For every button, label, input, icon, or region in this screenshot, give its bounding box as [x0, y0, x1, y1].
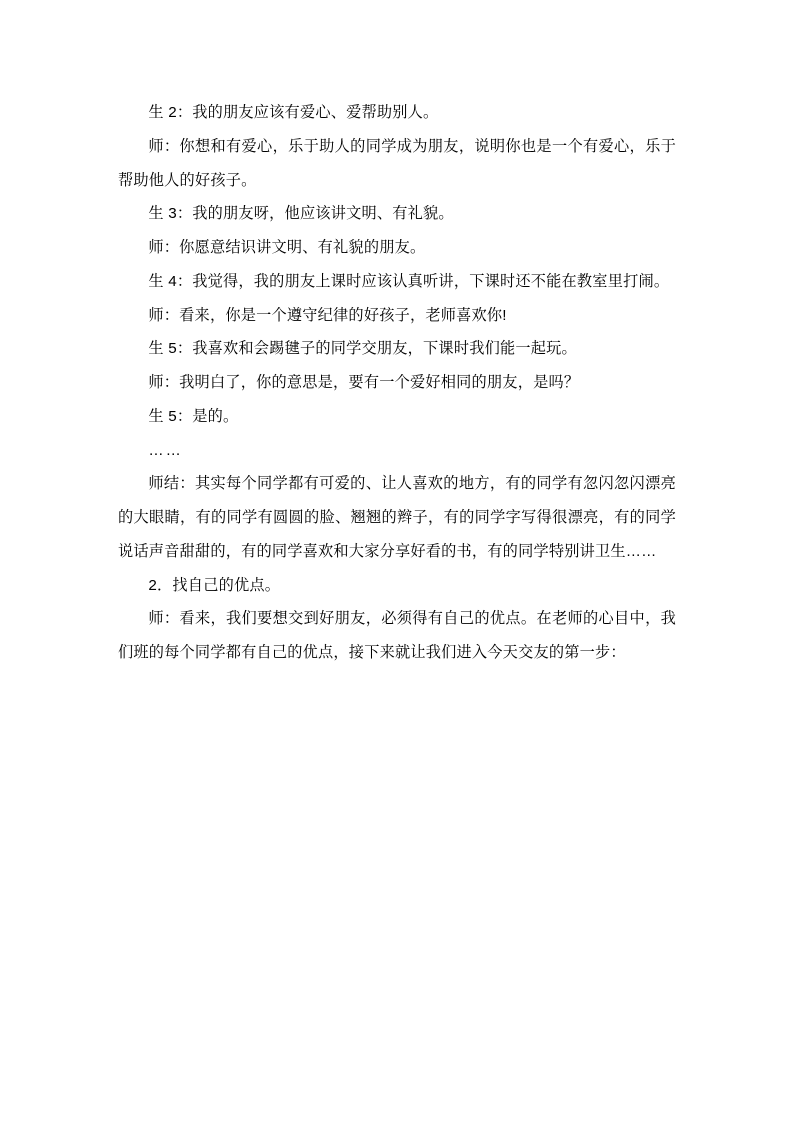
paragraph: 生 5：我喜欢和会踢毽子的同学交朋友，下课时我们能一起玩。 [148, 340, 577, 358]
document-body [118, 96, 676, 670]
paragraph: 师：我明白了，你的意思是，要有一个爱好相同的朋友，是吗？ [148, 374, 580, 391]
paragraph: 师：看来，我们要想交到好朋友，必须得有自己的优点。在老师的心目中，我们班的每个同学都有自己的优点，接下来就让我们进入今天交友的第一步： [118, 610, 676, 661]
paragraph: 师：你愿意结识讲文明、有礼貌的朋友。 [148, 239, 426, 256]
paragraph: 师：看来，你是一个遵守纪律的好孩子，老师喜欢你! [148, 306, 507, 324]
paragraph: 师结：其实每个同学都有可爱的、让人喜欢的地方，有的同学有忽闪忽闪漂亮的大眼睛，有的同学有圆圆的脸、翘翘的辫子，有的同学字写得很漂亮，有的同学说话声音甜甜的，有的同学喜欢和大家分享好看的书，有的同学特别讲卫生…… [118, 475, 676, 560]
paragraph: 师：你想和有爱心，乐于助人的同学成为朋友，说明你也是一个有爱心，乐于帮助他人的好孩子。 [118, 137, 676, 189]
paragraph: 生 3：我的朋友呀，他应该讲文明、有礼貌。 [148, 205, 454, 223]
paragraph: 生 5：是的。 [148, 407, 239, 425]
paragraph-numbered: 2．找自己的优点。 [148, 576, 281, 594]
paragraph: 生 2：我的朋友应该有爱心、爱帮助别人。 [148, 104, 439, 121]
paragraph: 生 4：我觉得，我的朋友上课时应该认真听讲，下课时还不能在教室里打闹。 [148, 272, 670, 290]
paragraph-ellipsis: …… [148, 441, 183, 459]
